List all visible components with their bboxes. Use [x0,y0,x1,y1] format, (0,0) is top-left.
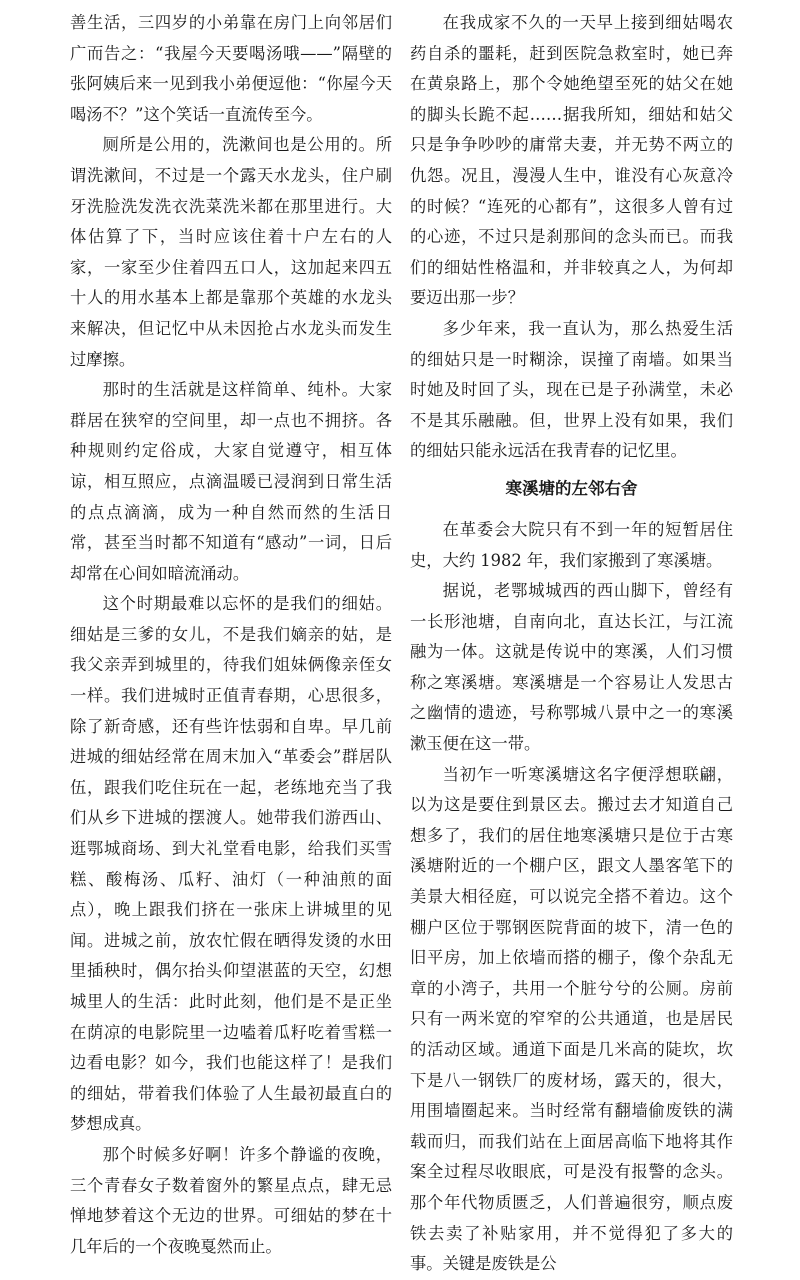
paragraph: 那时的生活就是这样简单、纯朴。大家群居在狭窄的空间里，却一点也不拥挤。各种规则约定俗成，大家自觉遵守，相互体谅，相互照应，点滴温暖已浸润到日常生活的点点滴滴，成为一种自然而然的生活日常，甚至当时都不知道有“感动”一词，日后却常在心间如暗流涌动。 [70,380,392,583]
paragraph: 厕所是公用的，洗漱间也是公用的。所谓洗漱间，不过是一个露天水龙头，住户刷牙洗脸洗发洗衣洗菜洗米都在那里进行。大体估算了下，当时应该住着十户左右的人家，一家至少住着四五口人，这加起来四五十人的用水基本上都是靠那个英雄的水龙头来解决，但记忆中从未因抢占水龙头而发生过摩擦。 [70,135,392,369]
paragraph: 据说，老鄂城城西的西山脚下，曾经有一长形池塘，自南向北，直达长江，与江流融为一体。这就是传说中的寒溪，人们习惯称之寒溪塘。寒溪塘是一个容易让人发思古之幽情的遗迹，号称鄂城八景中之一的寒溪漱玉便在这一带。 [410,581,733,754]
paragraph: 善生活，三四岁的小弟靠在房门上向邻居们广而告之：“我屋今天要喝汤哦——”隔壁的张阿姨后来一见到我小弟便逗他：“你屋今天喝汤不？”这个笑话一直流传至今。 [70,13,392,124]
left-column [70,8,392,1262]
paragraph: 在我成家不久的一天早上接到细姑喝农药自杀的噩耗，赶到医院急救室时，她已奔在黄泉路上，那个令她绝望至死的姑父在她的脚头长跪不起……据我所知，细姑和姑父只是争争吵吵的庸常夫妻，并无势不两立的仇怨。况且，漫漫人生中，谁没有心灰意冷的时候？“连死的心都有”，这很多人曾有过的心迹，不过只是刹那间的念头而已。而我们的细姑性格温和，并非较真之人，为何却要迈出那一步？ [410,13,733,308]
section-heading: 寒溪塘的左邻右舍 [505,478,638,498]
paragraph: 当初乍一听寒溪塘这名字便浮想联翩，以为这是要住到景区去。搬过去才知道自己想多了，我们的居住地寒溪塘只是位于古寒溪塘附近的一个棚户区，跟文人墨客笔下的美景大相径庭，可以说完全搭不着边。这个棚户区位于鄂钢医院背面的坡下，清一色的旧平房，加上依墙而搭的棚子，像个杂乱无章的小湾子，共用一个脏兮兮的公厕。房前只有一两米宽的窄窄的公共通道，也是居民的活动区域。通道下面是几米高的陡坎，坎下是八一钢铁厂的废材场，露天的，很大，用围墙圈起来。当时经常有翻墙偷废铁的满载而归，而我们站在上面居高临下地将其作案全过程尽收眼底，可是没有报警的念头。那个年代物质匮乏，人们普遍很穷，顺点废铁去卖了补贴家用，并不觉得犯了多大的事。关键是废铁是公 [410,764,733,1274]
paragraph: 在革委会大院只有不到一年的短暂居住史，大约 1982 年，我们家搬到了寒溪塘。 [410,519,733,570]
paragraph: 多少年来，我一直认为，那么热爱生活的细姑只是一时糊涂，误撞了南墙。如果当时她及时回了头，现在已是子孙满堂，未必不是其乐融融。但，世界上没有如果，我们的细姑只能永远活在我青春的记忆里。 [410,318,733,461]
paragraph: 那个时候多好啊！许多个静谧的夜晚，三个青春女子数着窗外的繁星点点，肆无忌惮地梦着这个无边的世界。可细姑的梦在十几年后的一个夜晚戛然而止。 [70,1144,392,1256]
paragraph: 这个时期最难以忘怀的是我们的细姑。细姑是三爹的女儿，不是我们嫡亲的姑，是我父亲弄到城里的，待我们姐妹俩像亲侄女一样。我们进城时正值青春期，心思很多，除了新奇感，还有些许怯弱和自卑。早几前进城的细姑经常在周末加入“革委会”群居队伍，跟我们吃住玩在一起，老练地充当了我们从乡下进城的摆渡人。她带我们游西山、逛鄂城商场、到大礼堂看电影，给我们买雪糕、酸梅汤、瓜籽、油灯（一种油煎的面点），晚上跟我们挤在一张床上讲城里的见闻。进城之前，放农忙假在晒得发烫的水田里插秧时，偶尔抬头仰望湛蓝的天空，幻想城里人的生活：此时此刻，他们是不是正坐在荫凉的电影院里一边嗑着瓜籽吃着雪糕一边看电影？如今，我们也能这样了！是我们的细姑，带着我们体验了人生最初最直白的梦想成真。 [70,594,392,1134]
right-column [410,8,733,1280]
